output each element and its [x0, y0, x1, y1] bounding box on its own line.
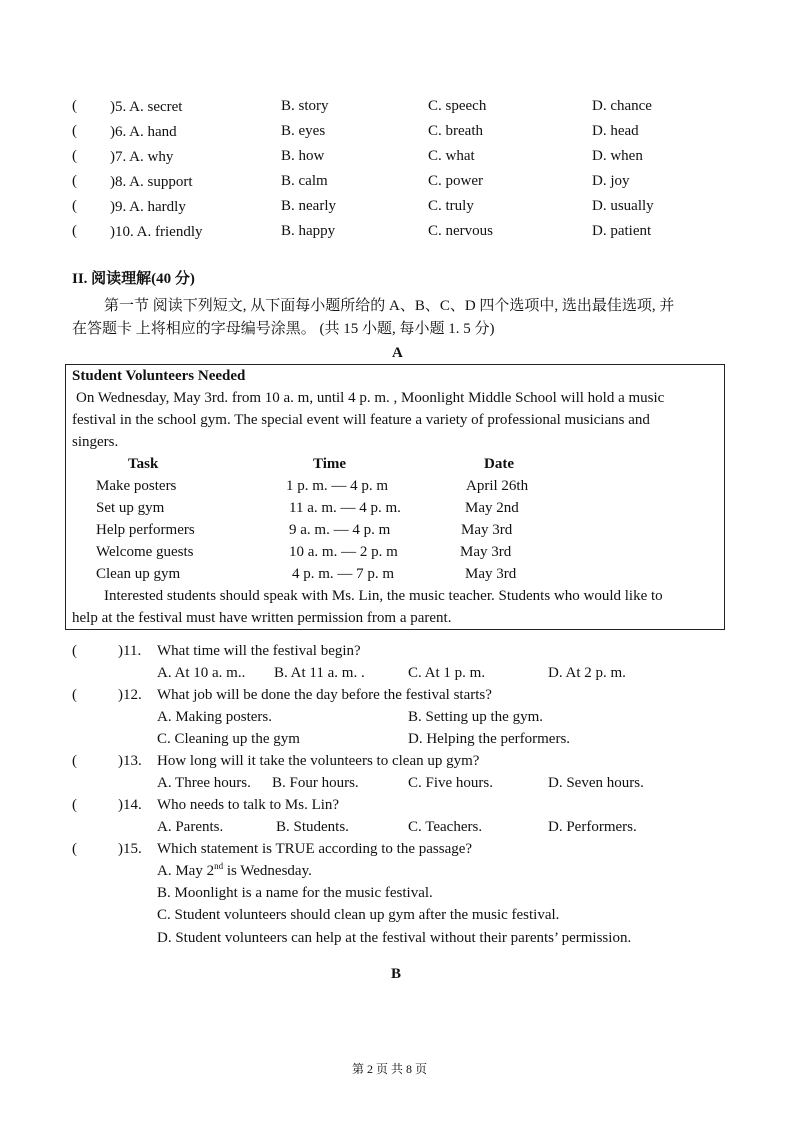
question-number: )14.: [118, 797, 142, 813]
option-b: B. nearly: [281, 198, 336, 214]
passage-a-label: A: [392, 345, 403, 361]
page-footer: 第 2 页 共 8 页: [352, 1062, 428, 1076]
notice-closing1: Interested students should speak with Ms. Lin, the music teacher. Students who would like to: [104, 588, 663, 604]
time-cell: 9 a. m. — 4 p. m: [289, 522, 391, 538]
date-cell: May 3rd: [465, 566, 517, 582]
option-c: C. nervous: [428, 223, 493, 239]
option-c: C. Five hours.: [408, 775, 494, 791]
option-b: B. happy: [281, 223, 336, 239]
answer-paren[interactable]: (: [72, 223, 77, 239]
answer-paren[interactable]: (: [72, 841, 77, 857]
option-d: D. head: [592, 123, 639, 139]
answer-paren[interactable]: (: [72, 643, 77, 659]
option-a-post: is Wednesday.: [223, 863, 312, 879]
option-c: C. breath: [428, 123, 483, 139]
question-number-option-a: )10. A. friendly: [110, 224, 203, 240]
option-a-pre: A. May 2: [157, 863, 215, 879]
question-number-option-a: )7. A. why: [110, 149, 174, 165]
question-stem: How long will it take the volunteers to clean up gym?: [157, 753, 480, 769]
option-a: A. Making posters.: [157, 709, 272, 725]
option-d: D. chance: [592, 98, 652, 114]
task-cell: Help performers: [96, 522, 195, 538]
task-cell: Welcome guests: [96, 544, 194, 560]
option-c: C. At 1 p. m.: [408, 665, 486, 681]
time-cell: 4 p. m. — 7 p. m: [292, 566, 395, 582]
option-c: C. speech: [428, 98, 487, 114]
option-b: B. how: [281, 148, 325, 164]
question-number: )13.: [118, 753, 142, 769]
task-cell: Set up gym: [96, 500, 165, 516]
table-header-date: Date: [484, 456, 514, 472]
time-cell: 10 a. m. — 2 p. m: [289, 544, 398, 560]
answer-paren[interactable]: (: [72, 687, 77, 703]
question-stem: Which statement is TRUE according to the passage?: [157, 841, 473, 857]
question-number-option-a: )8. A. support: [110, 174, 193, 190]
time-cell: 1 p. m. — 4 p. m: [286, 478, 389, 494]
option-a: A. Parents.: [157, 819, 224, 835]
notice-closing2: help at the festival must have written permission from a parent.: [72, 610, 452, 626]
option-d: D. joy: [592, 173, 630, 189]
option-a: [157, 862, 312, 880]
option-d: D. Helping the performers.: [408, 731, 571, 747]
option-d: D. when: [592, 148, 643, 164]
notice-line2: festival in the school gym. The special event will feature a variety of professional musicians and: [72, 412, 650, 428]
option-a-superscript: nd: [214, 861, 224, 871]
question-number: )11.: [118, 643, 142, 659]
date-cell: May 3rd: [461, 522, 513, 538]
notice-line3: singers.: [72, 434, 119, 450]
table-header-task: Task: [128, 456, 159, 472]
question-stem: What job will be done the day before the festival starts?: [157, 687, 492, 703]
option-c: C. what: [428, 148, 475, 164]
notice-title: Student Volunteers Needed: [72, 368, 246, 384]
answer-paren[interactable]: (: [72, 148, 77, 164]
question-number-option-a: )9. A. hardly: [110, 199, 186, 215]
answer-paren[interactable]: (: [72, 797, 77, 813]
option-a: A. At 10 a. m..: [157, 665, 246, 681]
question-number: )15.: [118, 841, 142, 857]
option-b: B. Four hours.: [272, 775, 359, 791]
question-number-option-a: )6. A. hand: [110, 124, 177, 140]
option-d: D. usually: [592, 198, 654, 214]
question-number: )12.: [118, 687, 142, 703]
option-c: C. truly: [428, 198, 474, 214]
option-b: B. Setting up the gym.: [408, 709, 543, 725]
answer-paren[interactable]: (: [72, 173, 77, 189]
option-b: B. At 11 a. m. .: [274, 665, 365, 681]
question-stem: What time will the festival begin?: [157, 643, 361, 659]
option-b: B. calm: [281, 173, 328, 189]
date-cell: May 2nd: [465, 500, 519, 516]
answer-paren[interactable]: (: [72, 753, 77, 769]
option-d: D. Performers.: [548, 819, 637, 835]
notice-line1: On Wednesday, May 3rd. from 10 a. m, until 4 p. m. , Moonlight Middle School will hold a music: [76, 390, 665, 406]
section-intro-line2: 在答题卡 上将相应的字母编号涂黑。 (共 15 小题, 每小题 1. 5 分): [72, 321, 495, 337]
table-header-time: Time: [313, 456, 347, 472]
option-d: D. Student volunteers can help at the festival without their parents’ permission.: [157, 930, 632, 946]
option-b: B. eyes: [281, 123, 326, 139]
question-number-option-a: )5. A. secret: [110, 99, 183, 115]
date-cell: May 3rd: [460, 544, 512, 560]
section-intro-line1: 第一节 阅读下列短文, 从下面每小题所给的 A、B、C、D 四个选项中, 选出最佳选项, 并: [104, 298, 675, 314]
option-c: C. Cleaning up the gym: [157, 731, 300, 747]
passage-b-label: B: [391, 966, 402, 982]
option-d: D. At 2 p. m.: [548, 665, 626, 681]
task-cell: Clean up gym: [96, 566, 181, 582]
date-cell: April 26th: [466, 478, 529, 494]
option-b: B. Moonlight is a name for the music festival.: [157, 885, 433, 901]
task-cell: Make posters: [96, 478, 177, 494]
option-b: B. Students.: [276, 819, 349, 835]
option-d: D. patient: [592, 223, 652, 239]
notice-box: [65, 364, 725, 630]
option-c: C. Teachers.: [408, 819, 483, 835]
section-title: II. 阅读理解(40 分): [72, 271, 195, 287]
question-stem: Who needs to talk to Ms. Lin?: [157, 797, 340, 813]
option-a: A. Three hours.: [157, 775, 251, 791]
option-c: C. Student volunteers should clean up gym after the music festival.: [157, 907, 560, 923]
option-c: C. power: [428, 173, 483, 189]
answer-paren[interactable]: (: [72, 123, 77, 139]
answer-paren[interactable]: (: [72, 198, 77, 214]
answer-paren[interactable]: (: [72, 98, 77, 114]
option-b: B. story: [281, 98, 329, 114]
time-cell: 11 a. m. — 4 p. m.: [289, 500, 401, 516]
option-d: D. Seven hours.: [548, 775, 644, 791]
